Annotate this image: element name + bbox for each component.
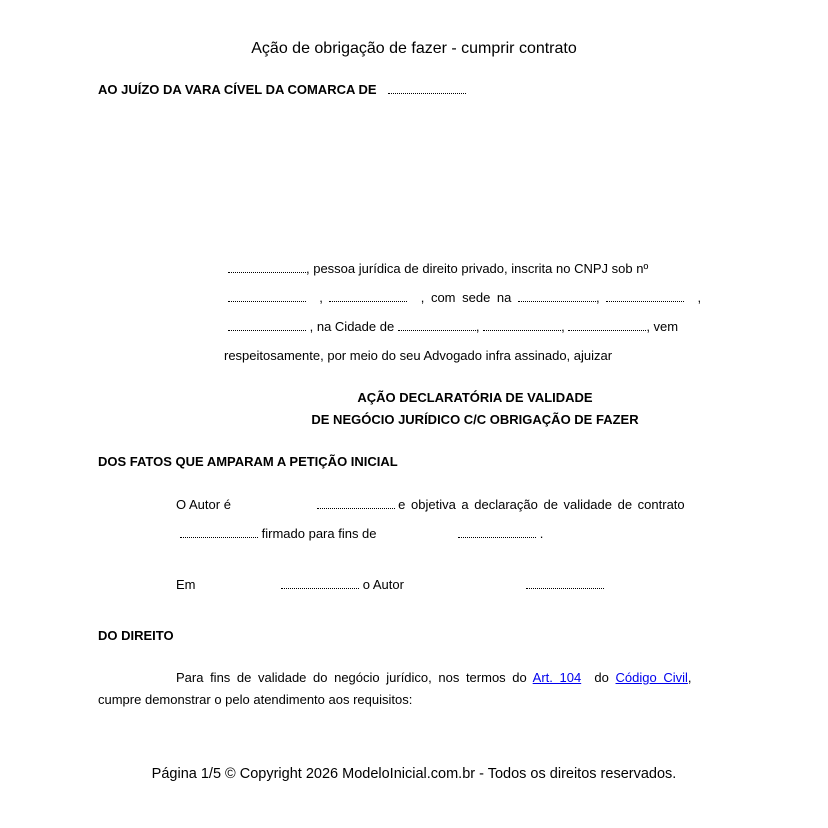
action-title-line-1: AÇÃO DECLARATÓRIA DE VALIDADE	[357, 390, 593, 405]
facts-text: o Autor	[362, 577, 404, 592]
law-heading: DO DIREITO	[98, 628, 174, 643]
blank-field	[281, 578, 359, 589]
facts-text: Em	[176, 577, 196, 592]
qualification-line-1	[228, 261, 648, 276]
blank-field	[483, 320, 561, 331]
art-104-link[interactable]: Art. 104	[532, 670, 582, 685]
law-text: Para fins de validade do negócio jurídico, nos termos do	[176, 670, 527, 685]
facts-line-2	[180, 526, 543, 541]
facts-text: firmado para fins de	[261, 526, 377, 541]
action-title-line-2: DE NEGÓCIO JURÍDICO C/C OBRIGAÇÃO DE FAZER	[311, 412, 639, 427]
page-footer: Página 1/5 © Copyright 2026 ModeloInicial.com.br - Todos os direitos reservados.	[151, 766, 677, 782]
qualification-line-3	[228, 319, 678, 334]
blank-field	[228, 262, 306, 273]
separator: ,	[319, 290, 323, 305]
facts-line-3	[176, 577, 604, 592]
comarca-blank	[388, 83, 466, 94]
codigo-civil-link[interactable]: Código Civil	[615, 670, 688, 685]
facts-line-1	[176, 497, 685, 512]
blank-field	[329, 291, 407, 302]
qualification-line-2	[228, 290, 701, 305]
facts-text: .	[539, 526, 544, 541]
separator: ,	[697, 290, 702, 305]
addressee-text: AO JUÍZO DA VARA CÍVEL DA COMARCA DE	[98, 82, 377, 97]
document-title: Ação de obrigação de fazer - cumprir contrato	[251, 40, 577, 57]
blank-field	[606, 291, 684, 302]
blank-field	[526, 578, 604, 589]
facts-heading: DOS FATOS QUE AMPARAM A PETIÇÃO INICIAL	[98, 454, 398, 469]
blank-field	[317, 498, 395, 509]
facts-text: O Autor é	[176, 497, 231, 512]
blank-field	[398, 320, 476, 331]
addressee-line	[98, 82, 466, 97]
blank-field	[228, 320, 306, 331]
qualification-line-4: respeitosamente, por meio do seu Advogado infra assinado, ajuizar	[224, 348, 613, 363]
qualification-text: , pessoa jurídica de direito privado, inscrita no CNPJ sob nº	[306, 261, 649, 276]
qualification-text: , vem	[646, 319, 679, 334]
blank-field	[180, 527, 258, 538]
qualification-text: , com sede na	[420, 290, 512, 305]
law-text: do	[594, 670, 609, 685]
law-text: ,	[687, 670, 692, 685]
blank-field	[228, 291, 306, 302]
qualification-text: , na Cidade de	[309, 319, 395, 334]
separator: ,	[561, 319, 565, 334]
law-line-1	[176, 670, 692, 685]
blank-field	[518, 291, 596, 302]
law-line-2: cumpre demonstrar o pelo atendimento aos requisitos:	[98, 692, 413, 707]
separator: ,	[475, 319, 480, 334]
blank-field	[568, 320, 646, 331]
blank-field	[458, 527, 536, 538]
separator: ,	[596, 290, 600, 305]
facts-text: e objetiva a declaração de validade de contrato	[398, 497, 685, 512]
